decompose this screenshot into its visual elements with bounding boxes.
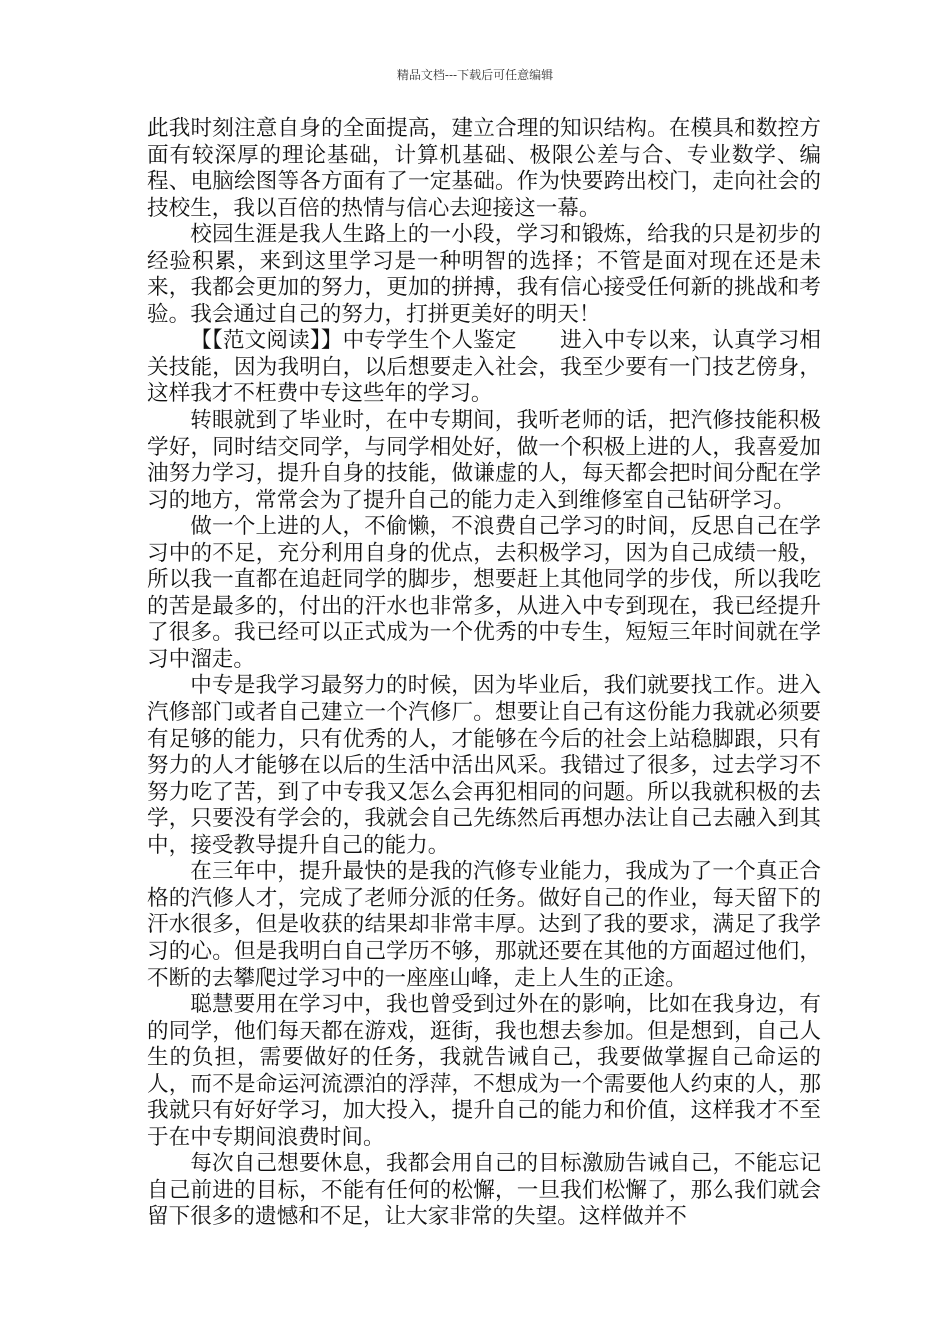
paragraph: 在三年中，提升最快的是我的汽修专业能力，我成为了一个真正合格的汽修人才，完成了老师分派的任务。做好自己的作业，每天留下的汗水很多，但是收获的结果却非常丰厚。达到了我的要求，满足了我学习的心。但是我明白自己学历不够，那就还要在其他的方面超过他们，不断的去攀爬过学习中的一座座山峰，走上人生的正途。 [147, 859, 821, 991]
document-body [147, 116, 821, 1231]
paragraph: 校园生涯是我人生路上的一小段，学习和锻炼，给我的只是初步的经验积累，来到这里学习是一种明智的选择；不管是面对现在还是未来，我都会更加的努力，更加的拼搏，我有信心接受任何新的挑战和考验。我会通过自己的努力，打拼更美好的明天！ [147, 222, 821, 327]
paragraph: 中专是我学习最努力的时候，因为毕业后，我们就要找工作。进入汽修部门或者自己建立一个汽修厂。想要让自己有这份能力我就必须要有足够的能力，只有优秀的人，才能够在今后的社会上站稳脚跟，只有努力的人才能够在以后的生活中活出风采。我错过了很多，过去学习不努力吃了苦，到了中专我又怎么会再犯相同的问题。所以我就积极的去学，只要没有学会的，我就会自己先练然后再想办法让自己去融入到其中，接受教导提升自己的能力。 [147, 673, 821, 858]
paragraph: 做一个上进的人，不偷懒，不浪费自己学习的时间，反思自己在学习中的不足，充分利用自身的优点，去积极学习，因为自己成绩一般，所以我一直都在追赶同学的脚步，想要赶上其他同学的步伐，所以我吃的苦是最多的，付出的汗水也非常多，从进入中专到现在，我已经提升了很多。我已经可以正式成为一个优秀的中专生，短短三年时间就在学习中溜走。 [147, 514, 821, 672]
paragraph: 转眼就到了毕业时，在中专期间，我听老师的话，把汽修技能积极学好，同时结交同学，与同学相处好，做一个积极上进的人，我喜爱加油努力学习，提升自身的技能，做谦虚的人，每天都会把时间分配在学习的地方，常常会为了提升自己的能力走入到维修室自己钻研学习。 [147, 408, 821, 513]
paragraph: 每次自己想要休息，我都会用自己的目标激励告诫自己，不能忘记自己前进的目标，不能有任何的松懈，一旦我们松懈了，那么我们就会留下很多的遗憾和不足，让大家非常的失望。这样做并不 [147, 1151, 821, 1230]
paragraph: 此我时刻注意自身的全面提高，建立合理的知识结构。在模具和数控方面有较深厚的理论基础，计算机基础、极限公差与合、专业数学、编程、电脑绘图等各方面有了一定基础。作为快要跨出校门，走向社会的技校生，我以百倍的热情与信心去迎接这一幕。 [147, 116, 821, 221]
paragraph: 聪慧要用在学习中，我也曾受到过外在的影响，比如在我身边，有的同学，他们每天都在游戏，逛街，我也想去参加。但是想到，自己人生的负担，需要做好的任务，我就告诫自己，我要做掌握自己命运的人，而不是命运河流漂泊的浮萍，不想成为一个需要他人约束的人，那我就只有好好学习，加大投入，提升自己的能力和价值，这样我才不至于在中专期间浪费时间。 [147, 992, 821, 1150]
paragraph: 【【范文阅读】】中专学生个人鉴定 进入中专以来，认真学习相关技能，因为我明白，以后想要走入社会，我至少要有一门技艺傍身，这样我才不枉费中专这些年的学习。 [147, 328, 821, 407]
page-header: 精品文档---下载后可任意编辑 [396, 68, 554, 82]
